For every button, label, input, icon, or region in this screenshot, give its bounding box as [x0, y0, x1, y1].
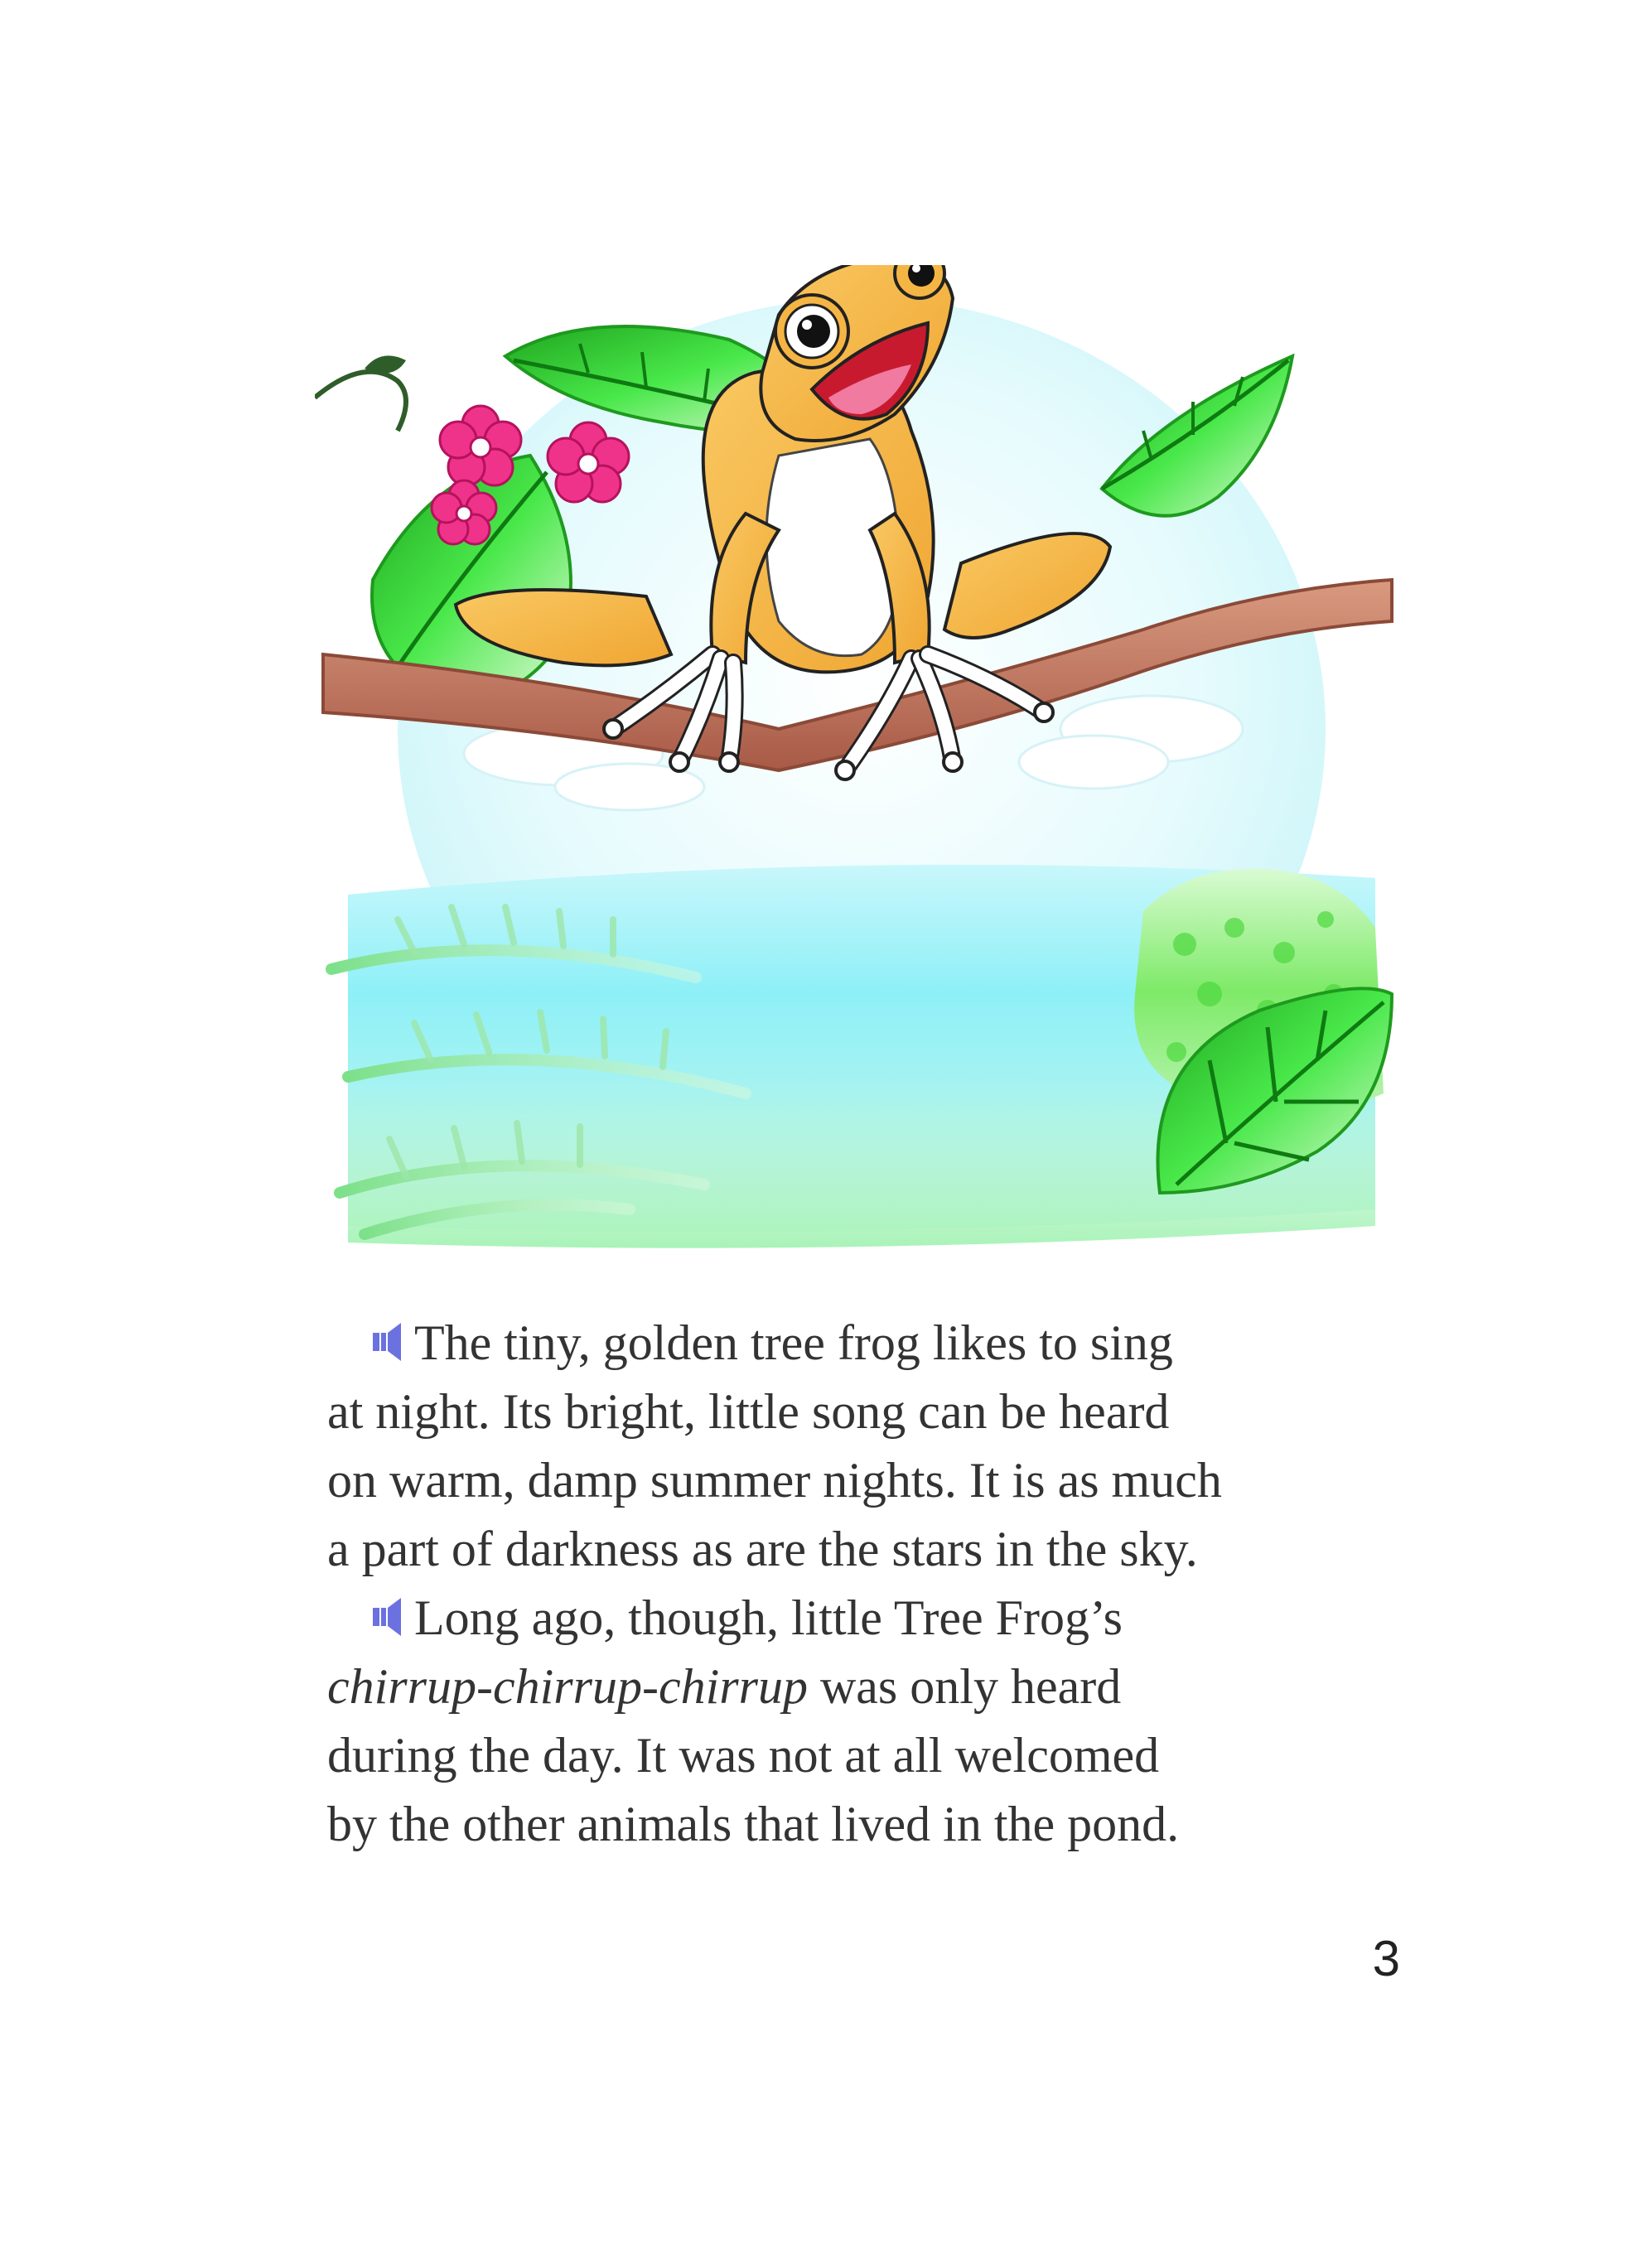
chirrup-italic: chirrup-chirrup-chirrup — [327, 1659, 808, 1714]
paragraph-1-line-4: a part of darkness as are the stars in the sky. — [327, 1522, 1198, 1576]
paragraph-2-line-1 — [327, 1584, 1404, 1653]
speaker-icon[interactable] — [373, 1321, 403, 1363]
paragraph-2-line-1-text: Long ago, though, little Tree Frog’s — [414, 1590, 1123, 1645]
story-text — [327, 1309, 1404, 1859]
paragraph-1-line-1 — [327, 1309, 1404, 1378]
paragraph-2-line-3: during the day. It was not at all welcomed — [327, 1728, 1160, 1783]
paragraph-1-line-1-text: The tiny, golden tree frog likes to sing — [414, 1315, 1173, 1370]
speaker-icon[interactable] — [373, 1596, 403, 1638]
paragraph-2-line-4: by the other animals that lived in the pond. — [327, 1797, 1180, 1851]
paragraph-1-line-2: at night. Its bright, little song can be heard — [327, 1384, 1170, 1439]
page-number: 3 — [1372, 1931, 1400, 1986]
paragraph-2-line-2 — [327, 1653, 1404, 1721]
paragraph-1-line-3: on warm, damp summer nights. It is as much — [327, 1453, 1222, 1508]
paragraph-2-line-2-rest: was only heard — [807, 1659, 1122, 1714]
illustration-frog-on-branch — [315, 265, 1400, 1259]
